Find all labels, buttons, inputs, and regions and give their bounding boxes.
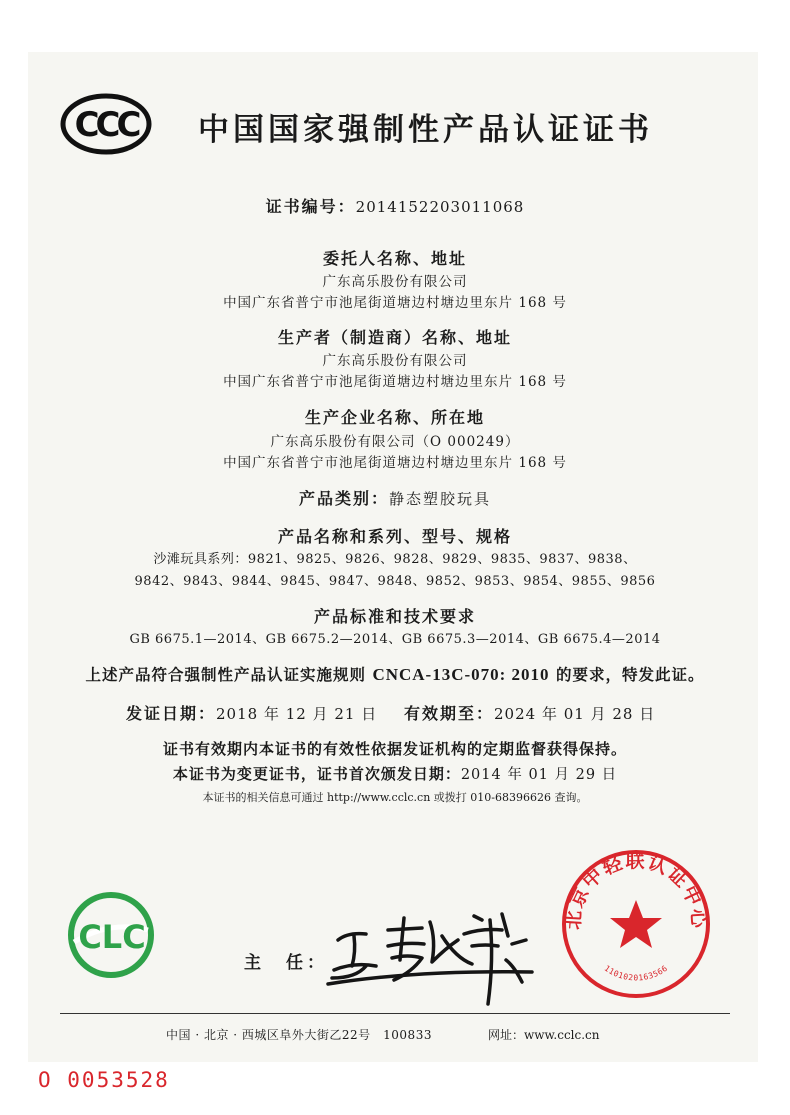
factory-heading: 生产企业名称、所在地: [304, 408, 485, 427]
factory-name: 广东高乐股份有限公司（O 000249）: [270, 434, 520, 450]
director-signature: [326, 900, 536, 1010]
ccc-logo: [60, 93, 152, 155]
footer-address: 中国 · 北京 · 西城区阜外大街乙22号 100833: [166, 1028, 432, 1042]
clc-logo: [66, 890, 156, 980]
svg-text:1101020163566: 1101020163566: [602, 963, 670, 983]
certificate-number-value: 2014152203011068: [355, 198, 525, 216]
certificate-number-line: [0, 194, 790, 217]
serial-number: O 0053528: [38, 1068, 170, 1092]
change-note: [0, 763, 790, 784]
change-note-value: 2014 年 01 月 29 日: [460, 767, 618, 783]
certificate-number-label: 证书编号：: [265, 197, 356, 216]
product-models-line2: 9842、9843、9844、9845、9847、9848、9852、9853、9854、9855、9856: [134, 574, 656, 589]
compliance-prefix: 上述产品符合强制性产品认证实施规则: [85, 665, 367, 684]
svg-text:CLC: CLC: [78, 918, 146, 956]
valid-until-label: 有效期至：: [404, 704, 495, 723]
footer-website: www.cclc.cn: [524, 1028, 600, 1042]
standards-heading: 产品标准和技术要求: [313, 607, 476, 626]
info-note: 本证书的相关信息可通过 http://www.cclc.cn 或拨打 010-68396626 查询。: [202, 791, 588, 804]
issue-date-line: [126, 701, 377, 724]
client-name: 广东高乐股份有限公司: [322, 274, 468, 290]
factory-address: 中国广东省普宁市池尾街道塘边村塘边里东片 168 号: [223, 455, 567, 471]
client-address: 中国广东省普宁市池尾街道塘边村塘边里东片 168 号: [223, 295, 567, 311]
issue-date-label: 发证日期：: [126, 704, 217, 723]
manufacturer-name: 广东高乐股份有限公司: [322, 353, 468, 369]
category-value: 静态塑胶玩具: [389, 490, 492, 508]
director-label: 主 任：: [244, 953, 328, 973]
svg-text:北京中轻联认证中心: 北京中轻联认证中心: [562, 850, 710, 931]
standards-value: GB 6675.1—2014、GB 6675.2—2014、GB 6675.3—2014、GB 6675.4—2014: [129, 632, 661, 647]
footer-divider: [60, 1013, 730, 1014]
issue-date-value: 2018 年 12 月 21 日: [216, 705, 378, 723]
category-line: [0, 486, 790, 509]
client-heading: 委托人名称、地址: [322, 249, 467, 268]
product-models-line1: 沙滩玩具系列：9821、9825、9826、9828、9829、9835、9837、9838、: [153, 552, 637, 567]
compliance-statement: [0, 663, 790, 685]
product-heading: 产品名称和系列、型号、规格: [277, 527, 512, 546]
valid-until-line: [404, 701, 655, 724]
manufacturer-heading: 生产者（制造商）名称、地址: [277, 328, 512, 347]
change-note-prefix: 本证书为变更证书，证书首次颁发日期：: [172, 765, 461, 783]
compliance-rule: CNCA-13C-070: 2010: [372, 665, 550, 684]
footer-website-label: 网址：: [488, 1028, 525, 1042]
certificate-title: 中国国家强制性产品认证证书: [198, 112, 653, 148]
footer-website-line: [488, 1026, 599, 1043]
certification-seal: [560, 848, 712, 1000]
compliance-suffix: 的要求，特发此证。: [555, 665, 705, 684]
manufacturer-address: 中国广东省普宁市池尾街道塘边村塘边里东片 168 号: [223, 374, 567, 390]
svg-text:CCC: CCC: [74, 105, 138, 145]
category-label: 产品类别：: [298, 489, 389, 508]
validity-note: 证书有效期内本证书的有效性依据发证机构的定期监督获得保持。: [162, 740, 627, 758]
valid-until-value: 2024 年 01 月 28 日: [494, 705, 656, 723]
